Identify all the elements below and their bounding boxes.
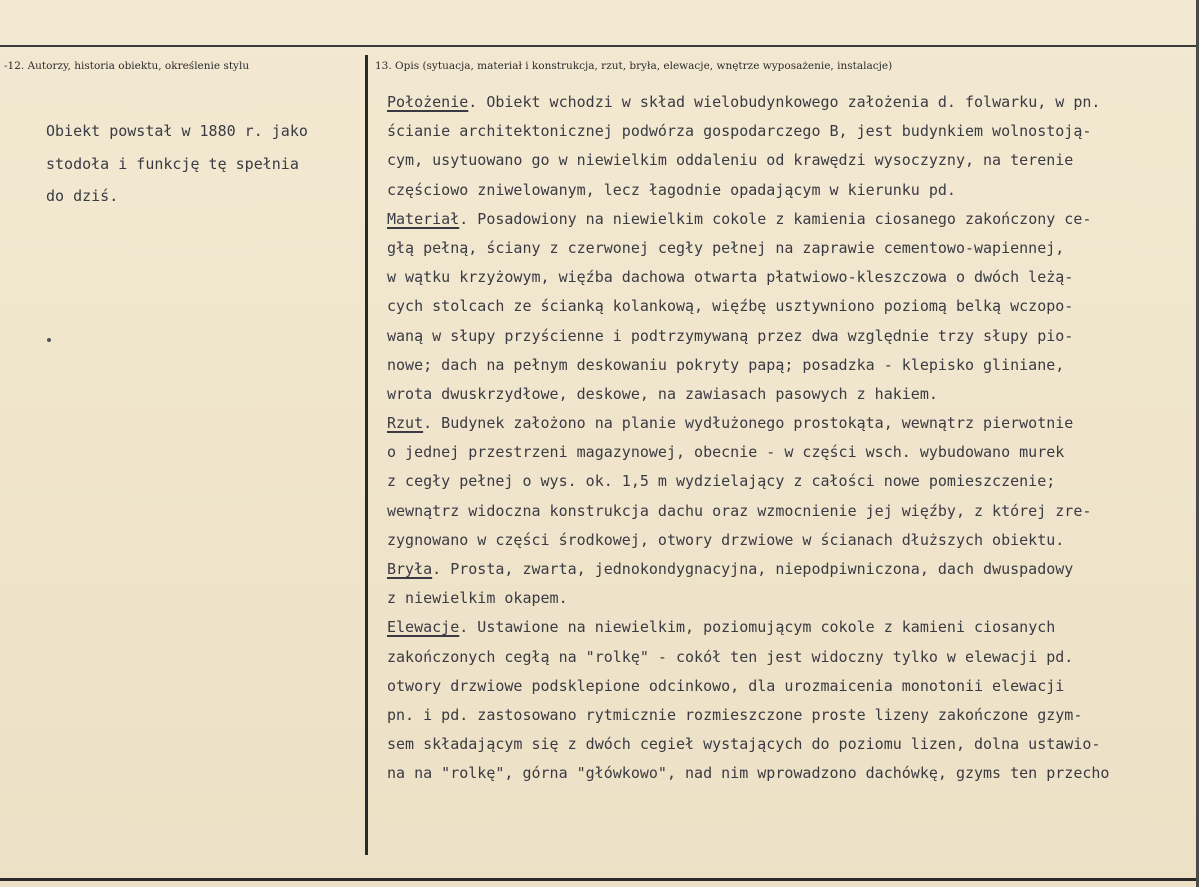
line-text: na na "rolkę", górna "główkowo", nad nim wprowadzono dachówkę, gzyms ten przecho	[387, 764, 1110, 783]
description-line	[387, 146, 1187, 175]
line-text: głą pełną, ściany z czerwonej cegły pełnej na zaprawie cementowo-wapiennej,	[387, 238, 1065, 257]
description-text	[387, 88, 1187, 789]
line-text: sem składającym się z dwóch cegieł wystających do poziomu lizen, dolna ustawio-	[387, 735, 1101, 754]
description-line	[387, 467, 1187, 496]
description-line	[387, 613, 1187, 642]
line-text: wewnątrz widoczna konstrukcja dachu oraz wzmocnienie jej więźby, z której zre-	[387, 501, 1092, 520]
description-line	[387, 88, 1187, 117]
column-divider	[365, 55, 368, 855]
line-text: w wątku krzyżowym, więźba dachowa otwarta płatwiowo-kleszczowa o dwóch leżą-	[387, 268, 1074, 287]
line-text: waną w słupy przyścienne i podtrzymywaną przez dwa względnie trzy słupy pio-	[387, 326, 1074, 345]
description-line	[387, 351, 1187, 380]
description-line	[387, 584, 1187, 613]
section-heading: Rzut	[387, 414, 424, 433]
line-text: otwory drzwiowe podsklepione odcinkowo, dla urozmaicenia monotonii elewacji	[387, 676, 1065, 695]
line-text: . Obiekt wchodzi w skład wielobudynkowego założenia d. folwarku, w pn.	[468, 93, 1101, 111]
description-line	[387, 555, 1187, 584]
description-line	[387, 672, 1187, 701]
history-line: do dziś.	[46, 187, 119, 205]
line-text: nowe; dach na pełnym deskowaniu pokryty papą; posadzka - klepisko gliniane,	[387, 355, 1065, 374]
description-line	[387, 205, 1187, 234]
line-text: częściowo zniwelowanym, lecz łagodnie opadającym w kierunku pd.	[387, 180, 956, 199]
history-line: Obiekt powstał w 1880 r. jako	[46, 122, 308, 140]
description-line	[387, 234, 1187, 263]
description-line	[387, 380, 1187, 409]
history-line: stodoła i funkcję tę spełnia	[46, 154, 299, 173]
description-line	[387, 117, 1187, 146]
line-text: ścianie architektonicznej podwórza gospodarczego B, jest budynkiem wolnostoją-	[387, 122, 1092, 141]
description-line	[387, 526, 1187, 555]
description-line	[387, 701, 1187, 730]
line-text: cym, usytuowano go w niewielkim oddaleniu od krawędzi wysoczyzny, na terenie	[387, 151, 1074, 170]
section-heading: Bryła	[387, 560, 433, 578]
description-line	[387, 759, 1187, 788]
line-text: z niewielkim okapem.	[387, 589, 568, 608]
line-text: . Ustawione na niewielkim, poziomującym cokole z kamieni ciosanych	[459, 618, 1056, 637]
description-line	[387, 438, 1187, 467]
ink-dot	[47, 338, 51, 342]
description-line	[387, 497, 1187, 526]
section-heading: Materiał	[387, 209, 460, 228]
line-text: . Budynek założono na planie wydłużonego prostokąta, wewnątrz pierwotnie	[423, 414, 1074, 433]
section-12-header: -12. Autorzy, historia obiektu, określenie stylu	[4, 60, 250, 72]
description-line	[387, 730, 1187, 759]
description-line	[387, 292, 1187, 321]
line-text: z cegły pełnej o wys. ok. 1,5 m wydzielający z całości nowe pomieszczenie;	[387, 472, 1056, 491]
section-heading: Elewacje	[387, 618, 460, 637]
description-line	[387, 322, 1187, 351]
bottom-rule	[0, 878, 1199, 881]
history-text	[46, 115, 356, 213]
description-line	[387, 263, 1187, 292]
top-rule	[0, 45, 1199, 47]
line-text: zakończonych cegłą na "rolkę" - cokół ten jest widoczny tylko w elewacji pd.	[387, 647, 1074, 666]
line-text: zygnowano w części środkowej, otwory drzwiowe w ścianach dłuższych obiektu.	[387, 530, 1065, 549]
line-text: . Prosta, zwarta, jednokondygnacyjna, niepodpiwniczona, dach dwuspadowy	[432, 560, 1074, 578]
line-text: wrota dwuskrzydłowe, deskowe, na zawiasach pasowych z hakiem.	[387, 384, 938, 403]
description-line	[387, 643, 1187, 672]
line-text: . Posadowiony na niewielkim cokole z kamienia ciosanego zakończony ce-	[459, 209, 1092, 228]
section-heading: Położenie	[387, 93, 469, 111]
line-text: pn. i pd. zastosowano rytmicznie rozmieszczone proste lizeny zakończone gzym-	[387, 705, 1083, 724]
line-text: cych stolcach ze ścianką kolankową, więźbę usztywniono poziomą belką wczopo-	[387, 297, 1074, 316]
line-text: o jednej przestrzeni magazynowej, obecnie - w części wsch. wybudowano murek	[387, 443, 1065, 462]
description-line	[387, 409, 1187, 438]
section-13-header: 13. Opis (sytuacja, materiał i konstrukcja, rzut, bryła, elewacje, wnętrze wyposażenie, instalacje)	[375, 60, 893, 72]
description-line	[387, 176, 1187, 205]
